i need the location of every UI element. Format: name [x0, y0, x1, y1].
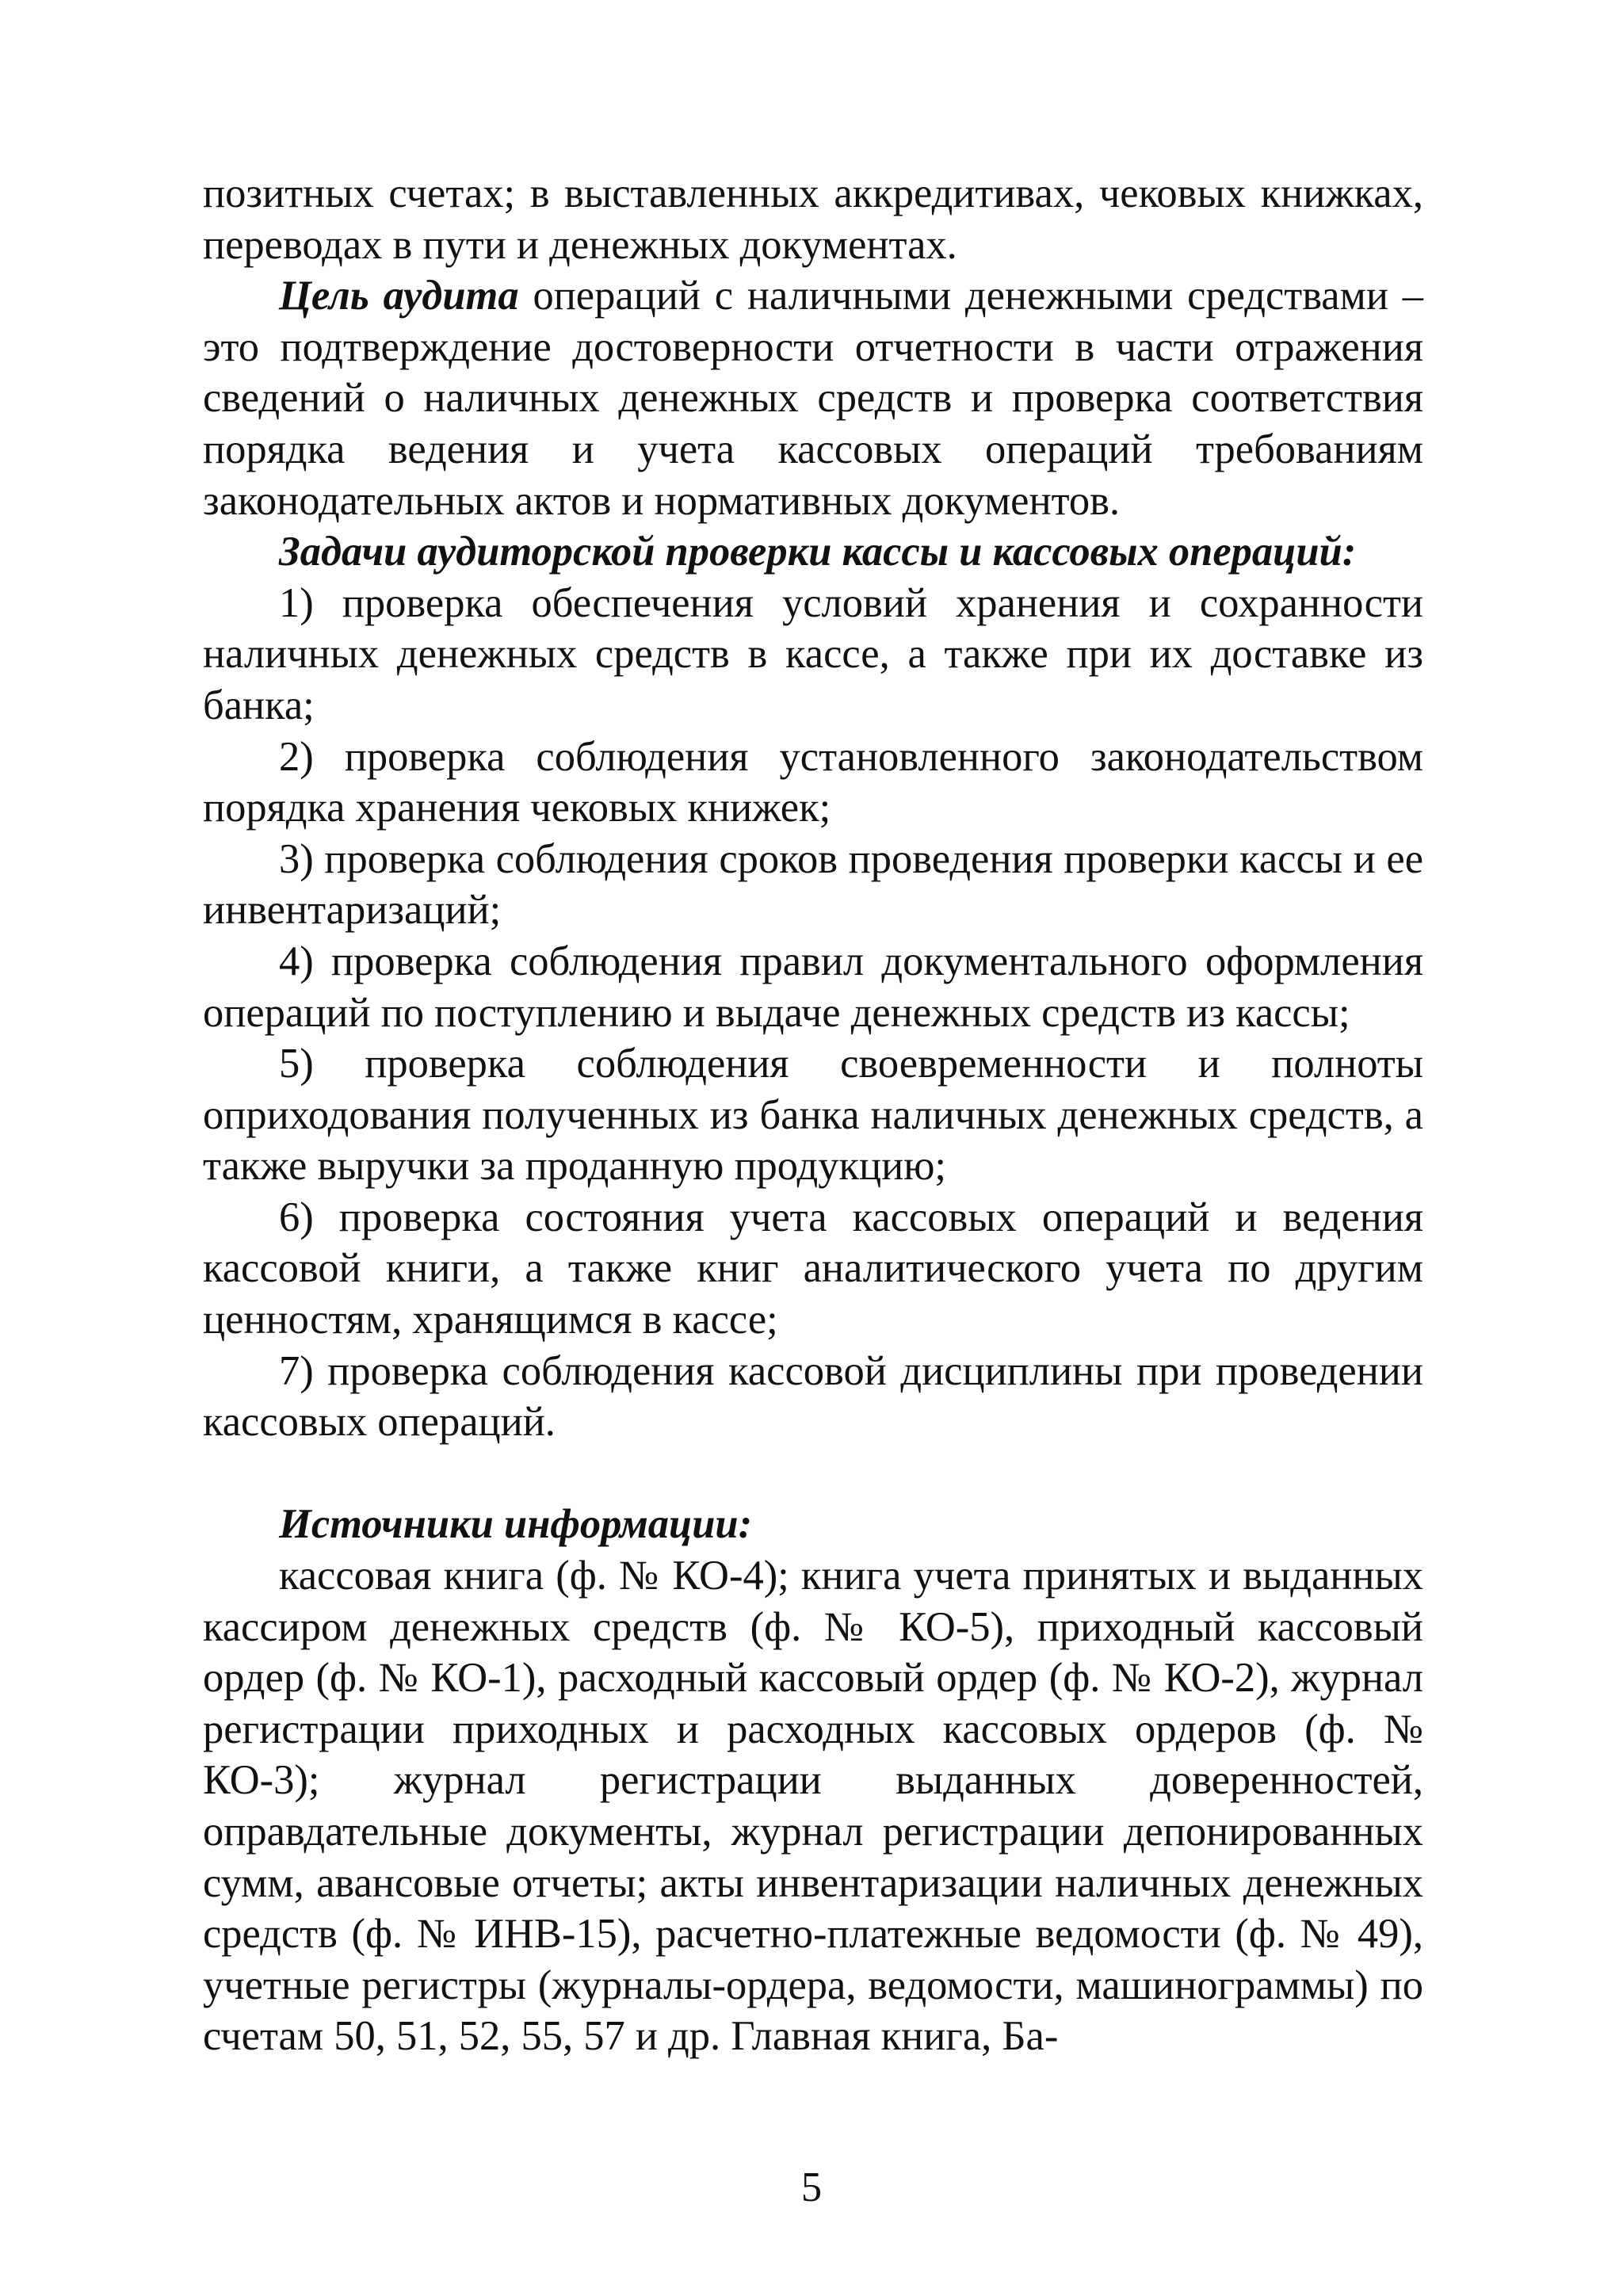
task-item-1: 1) проверка обеспечения условий хранения и сохранности наличных денежных средств в кассе, а также при их доставке из банка;: [203, 579, 1423, 728]
continuation-paragraph: позитных счетах; в выставленных аккредитивах, чековых книжках, переводах в пути и денежных документах.: [203, 170, 1423, 268]
task-item-6: 6) проверка состояния учета кассовых операций и ведения кассовой книги, а также книг аналитического учета по другим ценностям, хранящимся в кассе;: [203, 1194, 1423, 1343]
sources-heading: Источники информации:: [279, 1501, 753, 1548]
task-item-7: 7) проверка соблюдения кассовой дисциплины при проведении кассовых операций.: [203, 1347, 1423, 1446]
goal-term: Цель аудита: [279, 273, 519, 319]
goal-text: операций с наличными денежными средствами – это подтверждение достоверности отчетности в части отражения сведений о наличных денежных средств и проверка соответствия порядка ведения и учета кассовых операций требованиям законодательных актов и нормативных документов.: [203, 273, 1423, 524]
page-body: [203, 168, 1423, 2062]
task-item-2: 2) проверка соблюдения установленного законодательством порядка хранения чековых книжек;: [203, 733, 1423, 831]
section-spacer: [203, 1448, 1423, 1499]
task-item-4: 4) проверка соблюдения правил документального оформления операций по поступлению и выдаче денежных средств из кассы;: [203, 938, 1423, 1036]
goal-paragraph: [203, 270, 1423, 526]
task-item-3: 3) проверка соблюдения сроков проведения проверки кассы и ее инвентаризаций;: [203, 835, 1423, 934]
tasks-heading: Задачи аудиторской проверки кассы и кассовых операций:: [279, 529, 1357, 575]
page-number: 5: [800, 2164, 823, 2210]
task-item-5: 5) проверка соблюдения своевременности и полноты оприходования полученных из банка наличных денежных средств, а также выручки за проданную продукцию;: [203, 1041, 1423, 1190]
sources-paragraph: кассовая книга (ф. № КО-4); книга учета принятых и выданных кассиром денежных средств (ф. № КО-5), приходный кассовый ордер (ф. № КО-1), расходный кассовый ордер (ф. № КО-2), журнал регистрации приходных и расходных кассовых ордеров (ф. № КО-3); журнал регистрации выданных доверенностей, оправдательные документы, журнал регистрации депонированных сумм, авансовые отчеты; акты инвентаризации наличных денежных средств (ф. № ИНВ-15), расчетно-платежные ведомости (ф. № 49), учетные регистры (журналы-ордера, ведомости, машинограммы) по счетам 50, 51, 52, 55, 57 и др. Главная книга, Ба-: [203, 1553, 1423, 2060]
